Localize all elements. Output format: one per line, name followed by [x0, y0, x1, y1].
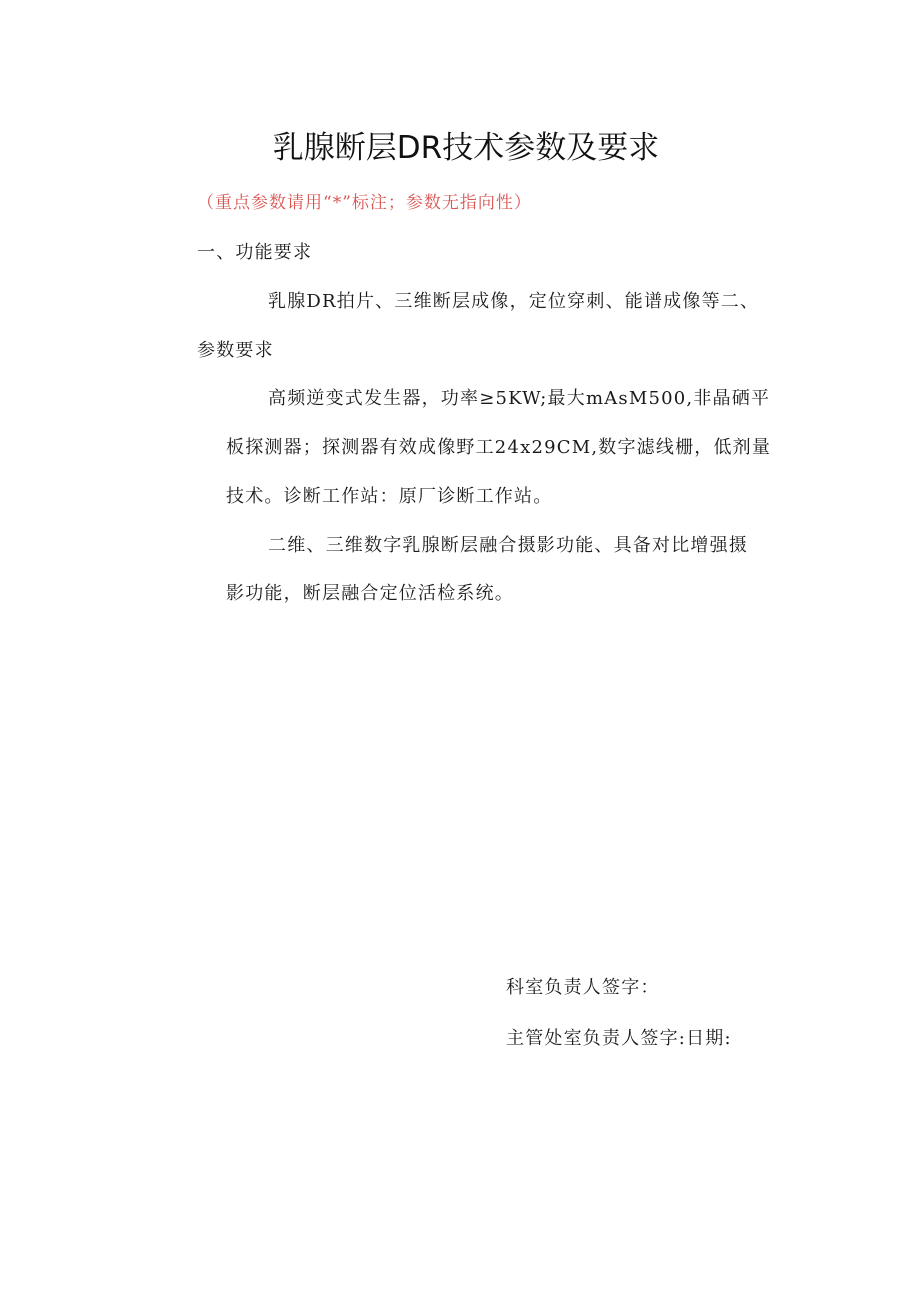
parameters-text-line-1: 高频逆变式发生器，功率≥5KW;最大mAsM500,非晶硒平 — [268, 388, 771, 409]
features-text-line-1: 二维、三维数字乳腺断层融合摄影功能、具备对比增强摄 — [268, 535, 748, 556]
dept-head-signature-label: 科室负责人签字： — [506, 977, 660, 998]
document-title: 乳腺断层DR技术参数及要求 — [272, 130, 660, 166]
section-heading-function: 一、功能要求 — [197, 242, 313, 263]
section-heading-parameters: 参数要求 — [197, 340, 274, 361]
parameters-text-line-2: 板探测器；探测器有效成像野工24x29CM,数字滤线栅，低剂量 — [226, 437, 772, 458]
annotation-note: （重点参数请用“*”标注；参数无指向性） — [197, 193, 532, 213]
parameters-text-line-3: 技术。诊断工作站：原厂诊断工作站。 — [226, 486, 553, 507]
function-requirements-text: 乳腺DR拍片、三维断层成像，定位穿刺、能谱成像等二、 — [268, 291, 760, 312]
features-text-line-2: 影功能，断层融合定位活检系统。 — [226, 583, 514, 604]
supervisor-signature-date-label: 主管处室负责人签字:日期: — [506, 1028, 732, 1049]
